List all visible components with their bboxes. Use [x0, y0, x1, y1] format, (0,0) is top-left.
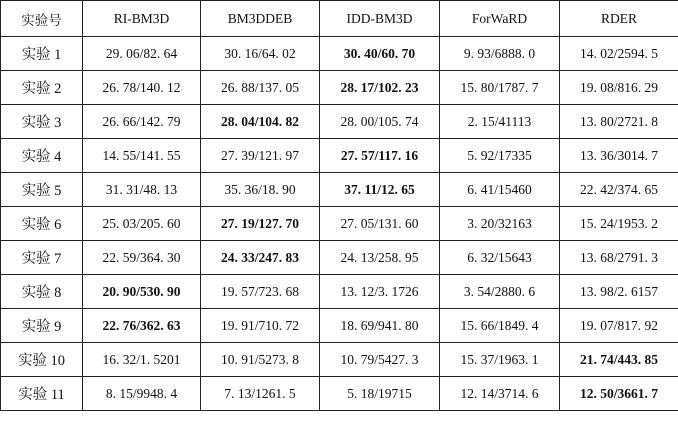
row-label: 实验 6 [1, 207, 83, 241]
table-cell: 8. 15/9948. 4 [83, 377, 201, 411]
table-cell: 28. 00/105. 74 [320, 105, 440, 139]
row-label: 实验 11 [1, 377, 83, 411]
table-row [1, 275, 678, 309]
table-row [1, 309, 678, 343]
table-cell: 31. 31/48. 13 [83, 173, 201, 207]
table-cell: 26. 66/142. 79 [83, 105, 201, 139]
table-row [1, 241, 678, 275]
table-cell: 25. 03/205. 60 [83, 207, 201, 241]
table-cell: 28. 17/102. 23 [320, 71, 440, 105]
table-cell: 9. 93/6888. 0 [440, 37, 560, 71]
table-cell: 6. 32/15643 [440, 241, 560, 275]
table-body [1, 37, 678, 411]
table-cell: 26. 78/140. 12 [83, 71, 201, 105]
column-header-experiment: 实验号 [1, 1, 83, 37]
column-header-method: RDER [560, 1, 678, 37]
table-cell: 27. 57/117. 16 [320, 139, 440, 173]
table-row [1, 377, 678, 411]
table-row [1, 71, 678, 105]
table-cell: 27. 05/131. 60 [320, 207, 440, 241]
table-cell: 18. 69/941. 80 [320, 309, 440, 343]
table-cell: 14. 55/141. 55 [83, 139, 201, 173]
table-row [1, 37, 678, 71]
table-row [1, 139, 678, 173]
table-cell: 6. 41/15460 [440, 173, 560, 207]
row-label: 实验 5 [1, 173, 83, 207]
table-cell: 5. 92/17335 [440, 139, 560, 173]
table-row [1, 207, 678, 241]
table-cell: 10. 91/5273. 8 [201, 343, 320, 377]
table-cell: 24. 13/258. 95 [320, 241, 440, 275]
row-label: 实验 7 [1, 241, 83, 275]
table-cell: 13. 12/3. 1726 [320, 275, 440, 309]
table-cell: 13. 36/3014. 7 [560, 139, 678, 173]
table-cell: 16. 32/1. 5201 [83, 343, 201, 377]
row-label: 实验 1 [1, 37, 83, 71]
table-cell: 2. 15/41113 [440, 105, 560, 139]
table-row [1, 105, 678, 139]
table-cell: 7. 13/1261. 5 [201, 377, 320, 411]
table-cell: 13. 68/2791. 3 [560, 241, 678, 275]
table-cell: 19. 91/710. 72 [201, 309, 320, 343]
table-cell: 13. 98/2. 6157 [560, 275, 678, 309]
table-cell: 19. 07/817. 92 [560, 309, 678, 343]
table-row [1, 343, 678, 377]
table-cell: 12. 50/3661. 7 [560, 377, 678, 411]
table-cell: 15. 24/1953. 2 [560, 207, 678, 241]
table-cell: 5. 18/19715 [320, 377, 440, 411]
table-cell: 26. 88/137. 05 [201, 71, 320, 105]
table-cell: 22. 76/362. 63 [83, 309, 201, 343]
table-cell: 15. 37/1963. 1 [440, 343, 560, 377]
table-cell: 27. 39/121. 97 [201, 139, 320, 173]
column-header-method: RI-BM3D [83, 1, 201, 37]
column-header-method: IDD-BM3D [320, 1, 440, 37]
table-cell: 21. 74/443. 85 [560, 343, 678, 377]
row-label: 实验 3 [1, 105, 83, 139]
table-cell: 20. 90/530. 90 [83, 275, 201, 309]
row-label: 实验 9 [1, 309, 83, 343]
row-label: 实验 4 [1, 139, 83, 173]
table-cell: 35. 36/18. 90 [201, 173, 320, 207]
table-cell: 3. 54/2880. 6 [440, 275, 560, 309]
table-cell: 3. 20/32163 [440, 207, 560, 241]
table-cell: 13. 80/2721. 8 [560, 105, 678, 139]
table-cell: 24. 33/247. 83 [201, 241, 320, 275]
table-cell: 14. 02/2594. 5 [560, 37, 678, 71]
column-header-method: ForWaRD [440, 1, 560, 37]
table-cell: 22. 42/374. 65 [560, 173, 678, 207]
row-label: 实验 8 [1, 275, 83, 309]
table-cell: 30. 40/60. 70 [320, 37, 440, 71]
table-row [1, 173, 678, 207]
column-header-method: BM3DDEB [201, 1, 320, 37]
table-cell: 37. 11/12. 65 [320, 173, 440, 207]
table-cell: 28. 04/104. 82 [201, 105, 320, 139]
table-cell: 27. 19/127. 70 [201, 207, 320, 241]
table-cell: 29. 06/82. 64 [83, 37, 201, 71]
table-header-row [1, 1, 678, 37]
table-cell: 22. 59/364. 30 [83, 241, 201, 275]
table-cell: 10. 79/5427. 3 [320, 343, 440, 377]
table-cell: 15. 66/1849. 4 [440, 309, 560, 343]
row-label: 实验 2 [1, 71, 83, 105]
table-cell: 30. 16/64. 02 [201, 37, 320, 71]
table-cell: 19. 57/723. 68 [201, 275, 320, 309]
table-cell: 19. 08/816. 29 [560, 71, 678, 105]
table-cell: 12. 14/3714. 6 [440, 377, 560, 411]
row-label: 实验 10 [1, 343, 83, 377]
table-cell: 15. 80/1787. 7 [440, 71, 560, 105]
